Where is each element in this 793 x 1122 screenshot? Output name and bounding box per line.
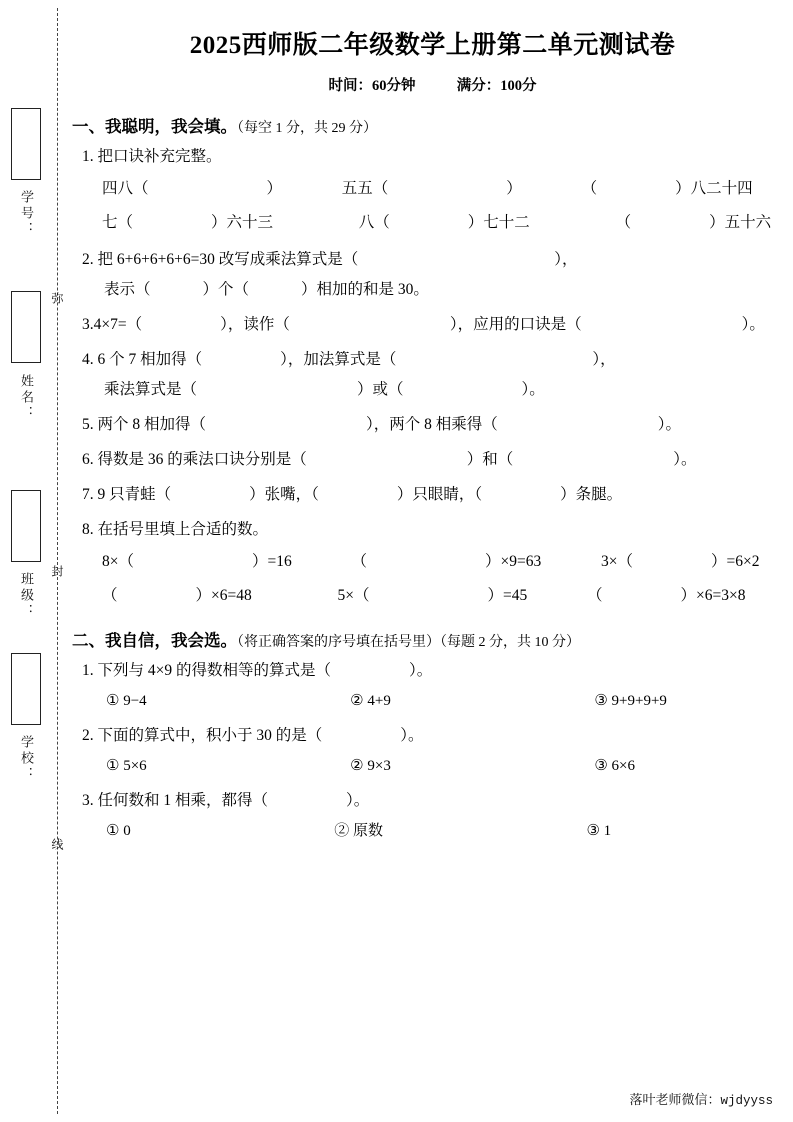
q1-3-a: 3.4×7=（ xyxy=(82,316,143,333)
q1-7-a: 7. 9 只青蛙（ xyxy=(82,486,172,503)
q1-6-b: ）和（ xyxy=(466,451,514,468)
q2-2-b: ）。 xyxy=(400,727,424,744)
q1-3-b: ），读作（ xyxy=(220,316,290,333)
q1-4-d: 乘法算式是（ xyxy=(104,381,198,398)
q1-1-row-1 xyxy=(102,172,777,206)
q1-8-a-label: 8×（ xyxy=(102,553,134,570)
question-1-2 xyxy=(82,245,777,305)
q1-1-d-label: 七（ xyxy=(102,214,134,231)
q2-2-option-1[interactable]: ① 5×6 xyxy=(106,758,147,774)
label-student-name: 姓名： xyxy=(19,374,34,422)
label-class: 班级： xyxy=(19,572,34,620)
question-1-7 xyxy=(82,480,777,510)
question-1-6 xyxy=(82,445,777,475)
q1-1-text: 1. 把口诀补充完整。 xyxy=(82,148,222,165)
fold-dashed-line xyxy=(57,8,58,1114)
q1-1-b-close: ） xyxy=(506,180,522,197)
q1-4-c: ）， xyxy=(592,351,616,368)
q1-8-d-close: ）×6=48 xyxy=(195,587,252,604)
q1-8-row-2 xyxy=(102,579,777,613)
footer-watermark xyxy=(629,1089,773,1108)
exam-content xyxy=(72,113,793,846)
q2-1-option-3[interactable]: ③ 9+9+9+9 xyxy=(594,693,667,709)
label-school: 学校： xyxy=(19,735,34,783)
q1-1-c-close: ）八二十四 xyxy=(675,180,753,197)
q1-2-line2 xyxy=(104,275,777,305)
q1-1-f-label: （ xyxy=(615,214,632,231)
seal-word-feng: 封 xyxy=(50,565,64,577)
question-1-3 xyxy=(82,310,777,340)
q1-8-c-label: 3×（ xyxy=(601,553,633,570)
class-box[interactable] xyxy=(11,490,41,562)
q1-4-b: ），加法算式是（ xyxy=(280,351,397,368)
q1-1-a-label: 四八（ xyxy=(102,180,149,197)
q2-2-option-3[interactable]: ③ 6×6 xyxy=(594,758,636,774)
footer-wechat-id: wjdyyss xyxy=(720,1094,773,1108)
section-2-heading xyxy=(72,627,777,651)
exam-meta xyxy=(72,74,793,95)
label-student-number: 学号： xyxy=(19,190,34,238)
q1-5-a: 5. 两个 8 相加得（ xyxy=(82,416,207,433)
q1-1-f-close: ）五十六 xyxy=(709,214,772,231)
q2-3-option-3[interactable]: ③ 1 xyxy=(586,823,612,839)
q2-1-b: ）。 xyxy=(409,662,433,679)
q1-5-b: ），两个 8 相乘得（ xyxy=(366,416,498,433)
q1-1-c-label: （ xyxy=(581,180,598,197)
q2-3-option-1[interactable]: ① 0 xyxy=(106,823,131,839)
q1-7-c: ）只眼睛，（ xyxy=(396,486,483,503)
question-2-3 xyxy=(82,786,777,816)
q1-8-text: 8. 在括号里填上合适的数。 xyxy=(82,521,269,538)
q1-1-e-close: ）七十二 xyxy=(467,214,530,231)
q1-4-a: 4. 6 个 7 相加得（ xyxy=(82,351,203,368)
q2-1-a: 1. 下列与 4×9 的得数相等的算式是（ xyxy=(82,662,331,679)
q1-1-a-close: ） xyxy=(266,180,283,197)
q1-8-f-close: ）×6=3×8 xyxy=(680,587,746,604)
q2-1-options xyxy=(106,686,777,716)
q2-3-option-2[interactable]: ② 原数 xyxy=(334,823,383,839)
q1-4-f: ）。 xyxy=(521,381,545,398)
q2-1-option-2[interactable]: ② 4+9 xyxy=(350,693,391,709)
seal-word-mi: 弥 xyxy=(50,292,64,304)
section-1-title: 一、我聪明，我会填。 xyxy=(72,117,237,136)
q2-3-options xyxy=(106,816,777,846)
question-2-2 xyxy=(82,721,777,751)
student-name-box[interactable] xyxy=(11,291,41,363)
q1-1-d-close: ）六十三 xyxy=(211,214,274,231)
q2-2-a: 2. 下面的算式中，积小于 30 的是（ xyxy=(82,727,323,744)
question-1-4 xyxy=(82,345,777,405)
q1-1-b-label: 五五（ xyxy=(341,180,389,197)
q1-8-e-close: ）=45 xyxy=(487,587,528,604)
q1-8-b-close: ）×9=63 xyxy=(485,553,542,570)
seal-word-xian: 线 xyxy=(50,838,64,850)
q1-6-a: 6. 得数是 36 的乘法口诀分别是（ xyxy=(82,451,307,468)
q1-8-row-1 xyxy=(102,545,777,579)
footer-text: 落叶老师微信： xyxy=(629,1092,721,1107)
exam-time: 时间：60分钟 xyxy=(328,78,416,94)
section-2-title: 二、我自信，我会选。 xyxy=(72,631,237,650)
section-2-note-2: （每题 2 分，共 10 分） xyxy=(440,635,580,650)
q1-2-line2-a: 表示（ xyxy=(104,281,151,298)
q1-1-row-2 xyxy=(102,206,777,240)
q1-7-b: ）张嘴，（ xyxy=(249,486,319,503)
question-1-1 xyxy=(82,142,777,172)
q1-8-f-label: （ xyxy=(587,587,603,604)
exam-page xyxy=(72,0,793,1122)
section-1-note: （每空 1 分，共 29 分） xyxy=(237,121,377,136)
q2-1-option-1[interactable]: ① 9−4 xyxy=(106,693,147,709)
q1-7-d: ）条腿。 xyxy=(560,486,623,503)
q1-8-c-close: ）=6×2 xyxy=(711,553,760,570)
q1-1-e-label: 八（ xyxy=(358,214,390,231)
exam-total-score: 满分：100分 xyxy=(456,78,537,94)
student-number-box[interactable] xyxy=(11,108,41,180)
q2-3-b: ）。 xyxy=(346,792,370,809)
question-1-5 xyxy=(82,410,777,440)
school-box[interactable] xyxy=(11,653,41,725)
q1-2-line1: 2. 把 6+6+6+6+6=30 改写成乘法算式是（ xyxy=(82,251,359,268)
page-title: 2025西师版二年级数学上册第二单元测试卷 xyxy=(189,32,676,59)
q1-8-d-label: （ xyxy=(102,587,118,604)
q1-8-a-close: ）=16 xyxy=(252,553,292,570)
q1-3-c: ），应用的口诀是（ xyxy=(449,316,582,333)
q1-4-e: ）或（ xyxy=(357,381,404,398)
q1-8-b-label: （ xyxy=(351,553,368,570)
section-1-heading xyxy=(72,113,777,137)
binding-margin-strip xyxy=(0,0,72,1122)
q2-2-options xyxy=(106,751,777,781)
q1-2-line2-mid: ）个（ xyxy=(202,281,250,298)
q1-2-line2-end: ）相加的和是 30。 xyxy=(301,281,429,298)
section-2-note-1: （将正确答案的序号填在括号里） xyxy=(237,635,440,650)
q1-8-e-label: 5×（ xyxy=(337,587,370,604)
q2-3-a: 3. 任何数和 1 相乘，都得（ xyxy=(82,792,269,809)
q1-6-c: ）。 xyxy=(673,451,697,468)
question-2-1 xyxy=(82,656,777,686)
q1-2-line1-end: ）， xyxy=(554,251,578,268)
q1-4-line2 xyxy=(104,375,777,405)
q1-3-d: ）。 xyxy=(741,316,765,333)
q1-5-c: ）。 xyxy=(657,416,682,433)
question-1-8 xyxy=(82,515,777,545)
q2-2-option-2[interactable]: ② 9×3 xyxy=(350,758,391,774)
